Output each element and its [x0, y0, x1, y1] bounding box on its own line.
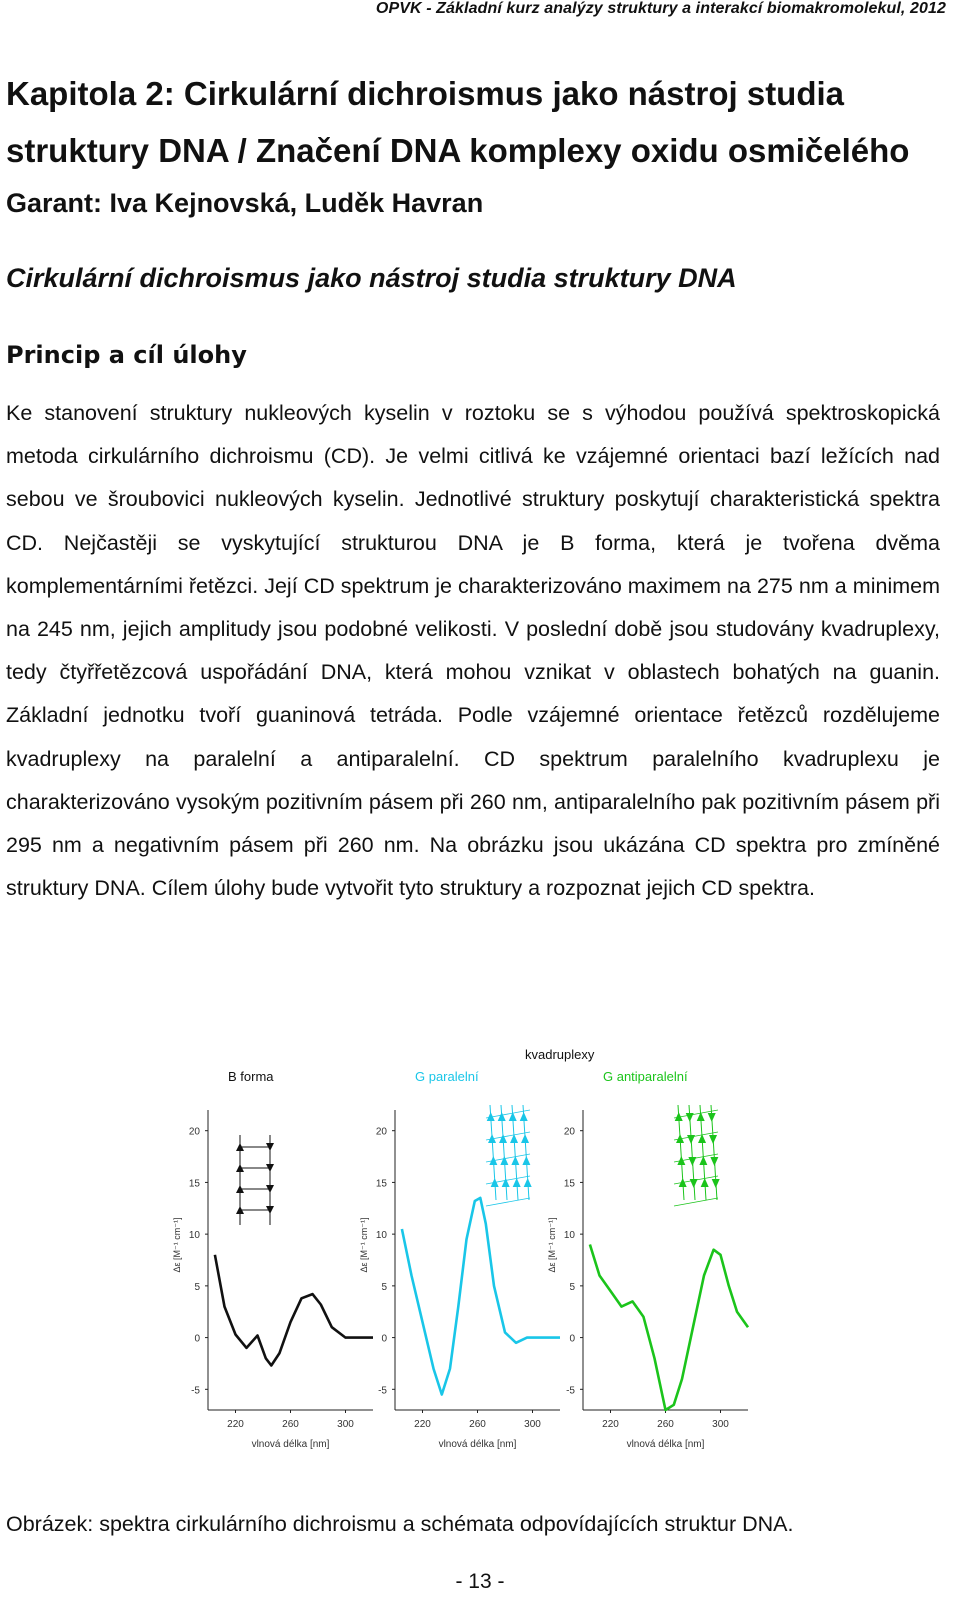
y-tick-label: 5	[194, 1281, 200, 1293]
body-paragraph: Ke stanovení struktury nukleových kyselin v roztoku se s výhodou používá spektroskopická metoda cirkulárního dichroismu (CD). Je velmi citlivá ke vzájemné orientaci bazí ležících nad sebou ve šroubovici nukleových kyselin. Jednotlivé struktury poskytují charakteristická spektra CD. Nejčastěji se vyskytující strukturou DNA je B forma, která je tvořena dvěma komplementárními řetězci. Její CD spektrum je charakterizováno maximem na 275 nm a minimem na 245 nm, jejich amplitudy jsou podobné velikosti. V poslední době jsou studovány kvadruplexy, tedy čtyřřetězcová uspořádání DNA, která mohou vznikat v oblastech bohatých na guanin. Základní jednotku tvoří guaninová tetráda. Podle vzájemné orientace řetězců rozdělujeme kvadruplexy na paralelní a antiparalelní. CD spektrum paralelního kvadruplexu je charakterizováno vysokým pozitivním pásem při 260 nm, antiparalelního pak pozitivním pásem při 295 nm a negativním pásem při 260 nm. Na obrázku jsou ukázána CD spektra pro zmíněné struktury DNA. Cílem úlohy bude vytvořit tyto struktury a rozpoznat jejich CD spektra.	[6, 401, 940, 901]
chart-title: G paralelní	[415, 1069, 479, 1084]
structure-scheme-1	[236, 1135, 274, 1225]
running-header: OPVK - Základní kurz analýzy struktury a interakcí biomakromolekul, 2012	[375, 0, 946, 17]
chart-panel-1	[172, 1069, 373, 1450]
y-axis-label: Δε [M⁻¹ cm⁻¹]	[359, 1217, 369, 1273]
series-line	[215, 1255, 373, 1366]
tetrad-line	[674, 1198, 718, 1206]
up-arrow-icon	[524, 1178, 532, 1187]
x-tick-label: 220	[227, 1419, 244, 1430]
up-arrow-icon	[520, 1112, 528, 1121]
y-tick-label: 20	[375, 1126, 387, 1138]
y-tick-label: -5	[566, 1385, 575, 1397]
chapter-title: Kapitola 2: Cirkulární dichroismus jako nástroj studia struktury DNA / Značení DNA komplexy oxidu osmičelého	[6, 75, 910, 169]
up-arrow-icon	[513, 1178, 521, 1187]
tetrad-line	[674, 1176, 718, 1184]
up-arrow-icon	[498, 1112, 506, 1121]
x-tick-label: 300	[524, 1419, 541, 1430]
subtitle: Cirkulární dichroismus jako nástroj studia struktury DNA	[6, 263, 737, 293]
x-tick-label: 260	[657, 1419, 674, 1430]
y-tick-label: 15	[375, 1178, 387, 1190]
y-tick-label: 5	[569, 1281, 575, 1293]
chart-panel-3	[547, 1069, 748, 1450]
down-arrow-icon	[712, 1179, 720, 1188]
series-line	[402, 1198, 560, 1395]
y-tick-label: 15	[188, 1178, 200, 1190]
y-tick-label: -5	[191, 1385, 200, 1397]
series-line	[590, 1245, 748, 1411]
y-tick-label: 20	[563, 1126, 575, 1138]
tetrad-line	[486, 1176, 530, 1184]
y-tick-label: 0	[569, 1333, 575, 1345]
chart-title: G antiparalelní	[603, 1069, 688, 1084]
up-arrow-icon	[521, 1134, 529, 1143]
up-arrow-icon	[701, 1178, 709, 1187]
chart-panel-2	[359, 1069, 560, 1450]
y-tick-label: 10	[563, 1230, 575, 1242]
y-tick-label: 20	[188, 1126, 200, 1138]
up-arrow-icon	[500, 1156, 508, 1165]
x-axis-label: vlnová délka [nm]	[438, 1439, 517, 1450]
y-tick-label: 0	[194, 1333, 200, 1345]
y-tick-label: 10	[375, 1230, 387, 1242]
structure-scheme-2	[486, 1105, 532, 1206]
x-tick-label: 220	[414, 1419, 431, 1430]
figure-caption: Obrázek: spektra cirkulárního dichroismu a schémata odpovídajících struktur DNA.	[6, 1512, 794, 1536]
x-tick-label: 300	[712, 1419, 729, 1430]
y-axis-label: Δε [M⁻¹ cm⁻¹]	[547, 1217, 557, 1273]
x-axis-label: vlnová délka [nm]	[251, 1439, 330, 1450]
x-tick-label: 220	[602, 1419, 619, 1430]
y-tick-label: 0	[381, 1333, 387, 1345]
kvadruplexy-label: kvadruplexy	[525, 1047, 595, 1062]
y-tick-label: 10	[188, 1230, 200, 1242]
y-tick-label: -5	[378, 1385, 387, 1397]
page-number: - 13 -	[455, 1570, 505, 1593]
figure-svg	[150, 1045, 790, 1465]
y-tick-label: 15	[563, 1178, 575, 1190]
x-tick-label: 300	[337, 1419, 354, 1430]
section-title: Princip a cíl úlohy	[6, 341, 247, 369]
garant-line: Garant: Iva Kejnovská, Luděk Havran	[6, 188, 484, 218]
down-arrow-icon	[708, 1113, 716, 1122]
x-axis-label: vlnová délka [nm]	[626, 1439, 705, 1450]
chart-title: B forma	[228, 1069, 274, 1084]
down-arrow-icon	[710, 1157, 718, 1166]
up-arrow-icon	[522, 1156, 530, 1165]
tetrad-line	[486, 1198, 530, 1206]
cd-spectra-figure	[150, 1045, 790, 1465]
x-tick-label: 260	[469, 1419, 486, 1430]
x-tick-label: 260	[282, 1419, 299, 1430]
up-arrow-icon	[502, 1178, 510, 1187]
y-tick-label: 5	[381, 1281, 387, 1293]
y-axis-label: Δε [M⁻¹ cm⁻¹]	[172, 1217, 182, 1273]
up-arrow-icon	[499, 1134, 507, 1143]
structure-scheme-3	[674, 1105, 720, 1206]
down-arrow-icon	[709, 1135, 717, 1144]
